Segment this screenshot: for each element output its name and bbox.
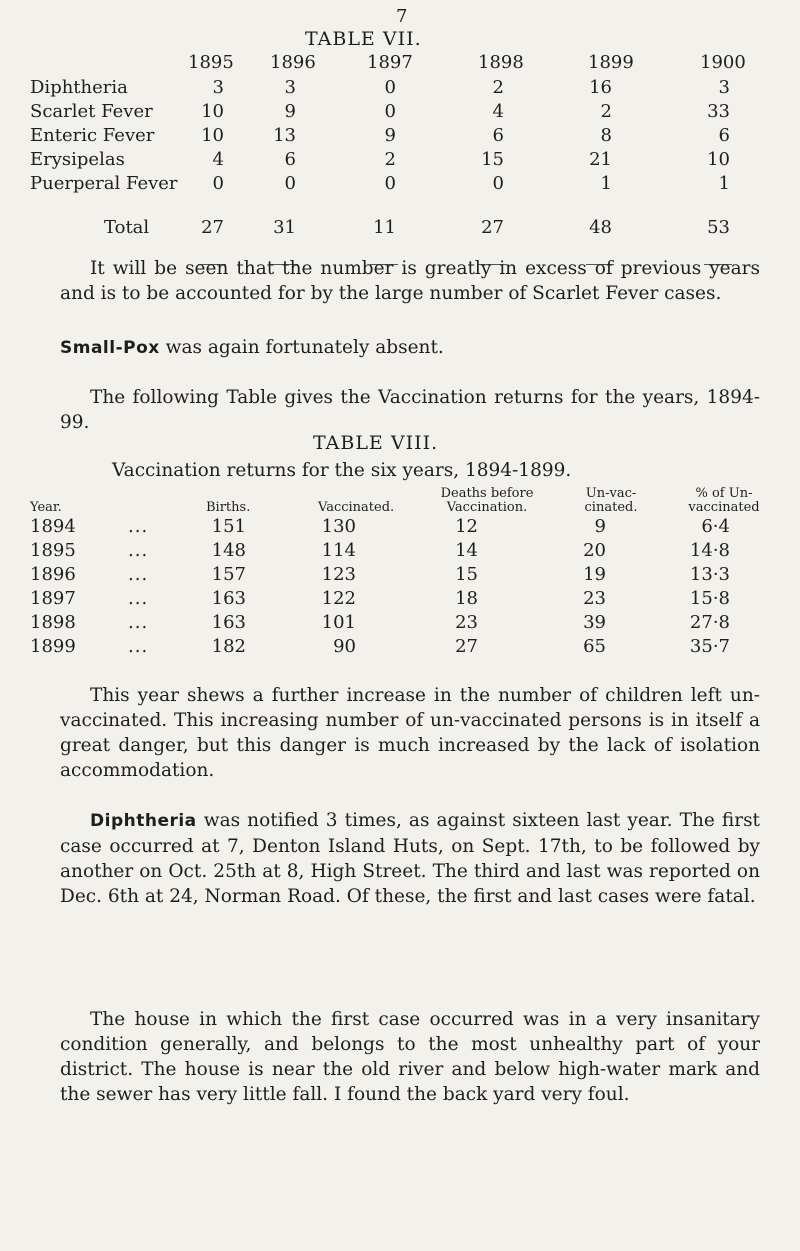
disease-label: Erysipelas	[30, 149, 125, 170]
paragraph	[60, 256, 760, 306]
table-row	[0, 612, 800, 634]
total-label: Total	[104, 217, 150, 238]
disease-label: Scarlet Fever	[30, 101, 153, 122]
disease-label: Enteric Fever	[30, 125, 155, 146]
column-header-line: Vaccination.	[446, 500, 528, 515]
year-header: 1898	[478, 52, 524, 73]
cell: 23	[583, 588, 606, 609]
disease-label: Puerperal Fever	[30, 173, 178, 194]
cell: 6·4	[701, 516, 730, 537]
cell: 0	[212, 173, 224, 194]
cell: 14	[455, 540, 478, 561]
paragraph-text: It will be seen that the number is greatly in excess of previous years and is to be accounted for by the large number of Scarlet Fever cases.	[60, 258, 760, 304]
cell: 2	[492, 77, 504, 98]
cell: 13	[273, 125, 296, 146]
table-row	[0, 540, 800, 562]
total-cell: 31	[273, 217, 296, 238]
cell: 0	[384, 101, 396, 122]
cell: 0	[284, 173, 296, 194]
cell: 15	[455, 564, 478, 585]
cell: 0	[384, 77, 396, 98]
table-row	[0, 149, 800, 171]
year-cell: 1894	[30, 516, 76, 537]
year-header: 1895	[188, 52, 234, 73]
column-header: Vaccinated.	[318, 500, 395, 515]
leader-dots: ...	[128, 636, 149, 657]
year-cell: 1895	[30, 540, 76, 561]
year-cell: 1896	[30, 564, 76, 585]
cell: 163	[211, 588, 246, 609]
cell: 65	[583, 636, 606, 657]
paragraph-text	[60, 335, 760, 361]
year-cell: 1898	[30, 612, 76, 633]
leader-dots: ...	[128, 516, 149, 537]
year-header: 1900	[700, 52, 746, 73]
cell: 13·3	[689, 564, 730, 585]
cell: 35·7	[689, 636, 730, 657]
table-row	[0, 516, 800, 538]
column-header: Births.	[206, 500, 251, 515]
table-vii-title: TABLE VII.	[305, 28, 422, 50]
cell: 27	[455, 636, 478, 657]
table-row	[0, 173, 800, 195]
year-header: 1897	[367, 52, 413, 73]
cell: 15·8	[689, 588, 730, 609]
column-header-line: Deaths before	[440, 486, 534, 501]
column-header-line: Un-vac-	[585, 486, 637, 501]
table-row	[0, 125, 800, 147]
year-header: 1896	[270, 52, 316, 73]
cell: 101	[321, 612, 356, 633]
cell: 18	[455, 588, 478, 609]
leader-dots: ...	[128, 564, 149, 585]
year-header: 1899	[588, 52, 634, 73]
paragraph-text: The following Table gives the Vaccination returns for the years, 1894-99.	[60, 387, 760, 433]
total-cell: 11	[373, 217, 396, 238]
cell: 0	[384, 173, 396, 194]
cell: 6	[284, 149, 296, 170]
cell: 182	[211, 636, 246, 657]
cell: 10	[201, 125, 224, 146]
leader-dots: ...	[128, 540, 149, 561]
cell: 2	[600, 101, 612, 122]
paragraph	[60, 385, 760, 435]
total-cell: 27	[481, 217, 504, 238]
page-number: 7	[396, 6, 408, 27]
cell: 9	[384, 125, 396, 146]
leader-dots: ...	[128, 588, 149, 609]
cell: 2	[384, 149, 396, 170]
cell: 4	[492, 101, 504, 122]
cell: 4	[212, 149, 224, 170]
table-viii-title: TABLE VIII.	[313, 432, 439, 454]
paragraph-text: was notified 3 times, as against sixteen last year. The first case occurred at 7, Denton Island Huts, on Sept. 17th, to be followed by another on Oct. 25th at 8, High Street. The third and last was reported on Dec. 6th at 24, Norman Road. Of these, the first and last cases were fatal.	[60, 810, 760, 907]
cell: 123	[321, 564, 356, 585]
leader-dots: ...	[128, 612, 149, 633]
table-row	[0, 77, 800, 99]
cell: 151	[211, 516, 246, 537]
cell: 33	[707, 101, 730, 122]
column-header	[437, 487, 537, 515]
cell: 1	[600, 173, 612, 194]
cell: 163	[211, 612, 246, 633]
table-row	[0, 588, 800, 610]
cell: 27·8	[689, 612, 730, 633]
cell: 23	[455, 612, 478, 633]
cell: 20	[583, 540, 606, 561]
table-viii-subtitle: Vaccination returns for the six years, 1894-1899.	[112, 460, 572, 481]
paragraph	[60, 335, 760, 361]
year-cell: 1897	[30, 588, 76, 609]
table-row	[0, 636, 800, 658]
cell: 3	[212, 77, 224, 98]
cell: 19	[583, 564, 606, 585]
column-header-line: vaccinated	[688, 500, 760, 515]
cell: 90	[333, 636, 356, 657]
paragraph	[60, 808, 760, 909]
cell: 10	[201, 101, 224, 122]
column-header	[684, 487, 764, 515]
section-lead: Diphtheria	[90, 811, 197, 831]
column-header-line: % of Un-	[695, 486, 753, 501]
column-header	[576, 487, 646, 515]
table-vii-header	[0, 52, 800, 74]
cell: 122	[321, 588, 356, 609]
paragraph	[60, 683, 760, 783]
section-lead: Small-Pox	[60, 338, 160, 358]
cell: 16	[589, 77, 612, 98]
table-row	[0, 101, 800, 123]
cell: 9	[594, 516, 606, 537]
cell: 39	[583, 612, 606, 633]
total-cell: 27	[201, 217, 224, 238]
paragraph-text	[60, 808, 760, 909]
column-header: Year.	[30, 500, 62, 515]
paragraph-text: The house in which the first case occurred was in a very insanitary condition generally, and belongs to the most unhealthy part of your district. The house is near the old river and below high-water mark and the sewer has very little fall. I found the back yard very foul.	[60, 1009, 760, 1105]
cell: 8	[600, 125, 612, 146]
cell: 3	[284, 77, 296, 98]
cell: 21	[589, 149, 612, 170]
total-cell: 53	[707, 217, 730, 238]
cell: 12	[455, 516, 478, 537]
cell: 130	[321, 516, 356, 537]
table-row	[0, 564, 800, 586]
column-header-line: cinated.	[584, 500, 638, 515]
paragraph	[60, 1007, 760, 1107]
paragraph-text: was again fortunately absent.	[159, 337, 444, 358]
cell: 148	[211, 540, 246, 561]
cell: 9	[284, 101, 296, 122]
cell: 0	[492, 173, 504, 194]
year-cell: 1899	[30, 636, 76, 657]
paragraph-text: This year shews a further increase in the number of children left un-vaccinated. This increasing number of un-vaccinated persons is in itself a great danger, but this danger is much increased by the lack of isolation accommodation.	[60, 685, 760, 781]
cell: 10	[707, 149, 730, 170]
disease-label: Diphtheria	[30, 77, 128, 98]
cell: 6	[492, 125, 504, 146]
total-cell: 48	[589, 217, 612, 238]
cell: 114	[321, 540, 356, 561]
total-row	[0, 217, 800, 239]
cell: 6	[718, 125, 730, 146]
cell: 157	[211, 564, 246, 585]
cell: 1	[718, 173, 730, 194]
cell: 3	[718, 77, 730, 98]
cell: 15	[481, 149, 504, 170]
cell: 14·8	[689, 540, 730, 561]
